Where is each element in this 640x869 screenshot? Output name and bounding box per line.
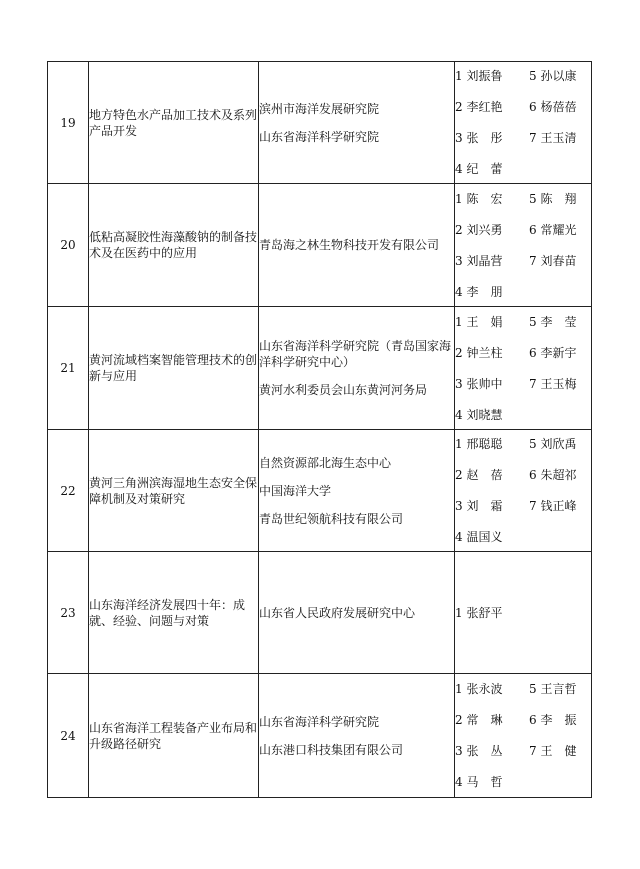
person-name: 2 李红艳: [455, 100, 503, 114]
person-name: 4 温国义: [455, 530, 503, 544]
unit-name: 山东省海洋科学研究院: [259, 714, 380, 729]
person-name: 3 张 彤: [455, 131, 503, 145]
unit-name: 滨州市海洋发展研究院: [259, 101, 380, 116]
unit-name: 山东省人民政府发展研究中心: [259, 605, 416, 620]
person-name: 3 刘晶营: [455, 253, 503, 268]
person-name: 5 陈 翔: [529, 191, 577, 206]
row-number: 23: [48, 552, 89, 674]
row-number: 20: [48, 184, 89, 307]
project-name: 黄河三角洲滨海湿地生态安全保障机制及对策研究: [89, 430, 259, 552]
person-name: 6 李 振: [529, 713, 577, 727]
table-row: [48, 430, 592, 552]
person-name: 2 刘兴勇: [455, 222, 503, 237]
person-name: 7 王玉清: [529, 131, 577, 145]
person-name: 4 李 朋: [455, 284, 503, 299]
person-name: 1 张舒平: [455, 605, 503, 620]
table-row: [48, 62, 592, 184]
people-list: [455, 68, 591, 177]
unit-name: 青岛世纪领航科技有限公司: [259, 511, 404, 526]
project-name: 山东海洋经济发展四十年：成就、经验、问题与对策: [89, 552, 259, 674]
people-cell: [455, 184, 592, 307]
person-name: 6 李新宇: [529, 345, 577, 360]
person-name: 4 刘晓慧: [455, 407, 503, 422]
table-row: [48, 552, 592, 674]
people-list: [455, 314, 591, 423]
person-name: 5 孙以康: [529, 69, 577, 83]
person-name: 7 王 健: [529, 744, 577, 758]
person-name: 7 钱正峰: [529, 499, 577, 513]
table-row: [48, 674, 592, 798]
people-cell: [455, 307, 592, 430]
awards-table: [47, 61, 592, 798]
people-cell: [455, 674, 592, 798]
person-name: 3 刘 霜: [455, 499, 503, 513]
project-name: 黄河流域档案智能管理技术的创新与应用: [89, 307, 259, 430]
unit-cell: [259, 674, 455, 798]
table-row: [48, 307, 592, 430]
awards-table-body: [48, 62, 592, 798]
person-name: 6 常耀光: [529, 222, 577, 237]
row-number: 19: [48, 62, 89, 184]
person-name: 1 陈 宏: [455, 191, 503, 206]
person-name: 7 王玉梅: [529, 376, 577, 391]
unit-name: 自然资源部北海生态中心: [259, 455, 392, 470]
person-name: 5 王言哲: [529, 682, 577, 696]
table-row: [48, 184, 592, 307]
person-name: 7 刘春苗: [529, 253, 577, 268]
person-name: 2 赵 蓓: [455, 468, 503, 482]
people-cell: [455, 430, 592, 552]
unit-name: 青岛海之林生物科技开发有限公司: [259, 238, 440, 252]
person-name: 2 钟兰柱: [455, 345, 503, 360]
person-name: 6 杨蓓蓓: [529, 100, 577, 114]
person-name: 5 李 莹: [529, 314, 577, 329]
unit-name: 山东省海洋科学研究院（青岛国家海洋科学研究中心）: [259, 339, 452, 369]
people-list: [455, 681, 591, 790]
person-name: 1 邢聪聪: [455, 437, 503, 451]
unit-name: 中国海洋大学: [259, 483, 332, 498]
person-name: 2 常 琳: [455, 713, 503, 727]
person-name: 1 王 娟: [455, 314, 503, 329]
people-list: [455, 436, 591, 545]
unit-name: 山东港口科技集团有限公司: [259, 742, 404, 757]
row-number: 24: [48, 674, 89, 798]
person-name: 4 纪 蕾: [455, 162, 503, 176]
row-number: 22: [48, 430, 89, 552]
people-list: [455, 605, 591, 621]
row-number: 21: [48, 307, 89, 430]
people-list: [455, 191, 591, 300]
project-name: 山东省海洋工程装备产业布局和升级路径研究: [89, 674, 259, 798]
project-name: 低粘高凝胶性海藻酸钠的制备技术及在医药中的应用: [89, 184, 259, 307]
person-name: 3 张 丛: [455, 744, 503, 758]
unit-name: 山东省海洋科学研究院: [259, 129, 380, 144]
unit-cell: [259, 552, 455, 674]
people-cell: [455, 62, 592, 184]
unit-cell: [259, 184, 455, 307]
person-name: 3 张帅中: [455, 376, 503, 391]
project-name: 地方特色水产品加工技术及系列产品开发: [89, 62, 259, 184]
person-name: 1 刘振鲁: [455, 69, 503, 83]
person-name: 5 刘欣禹: [529, 437, 577, 451]
person-name: 1 张永波: [455, 682, 503, 696]
person-name: 4 马 哲: [455, 775, 503, 789]
person-name: 6 朱超祁: [529, 468, 577, 482]
unit-name: 黄河水利委员会山东黄河河务局: [259, 383, 428, 397]
unit-cell: [259, 430, 455, 552]
unit-cell: [259, 62, 455, 184]
unit-cell: [259, 307, 455, 430]
people-cell: [455, 552, 592, 674]
